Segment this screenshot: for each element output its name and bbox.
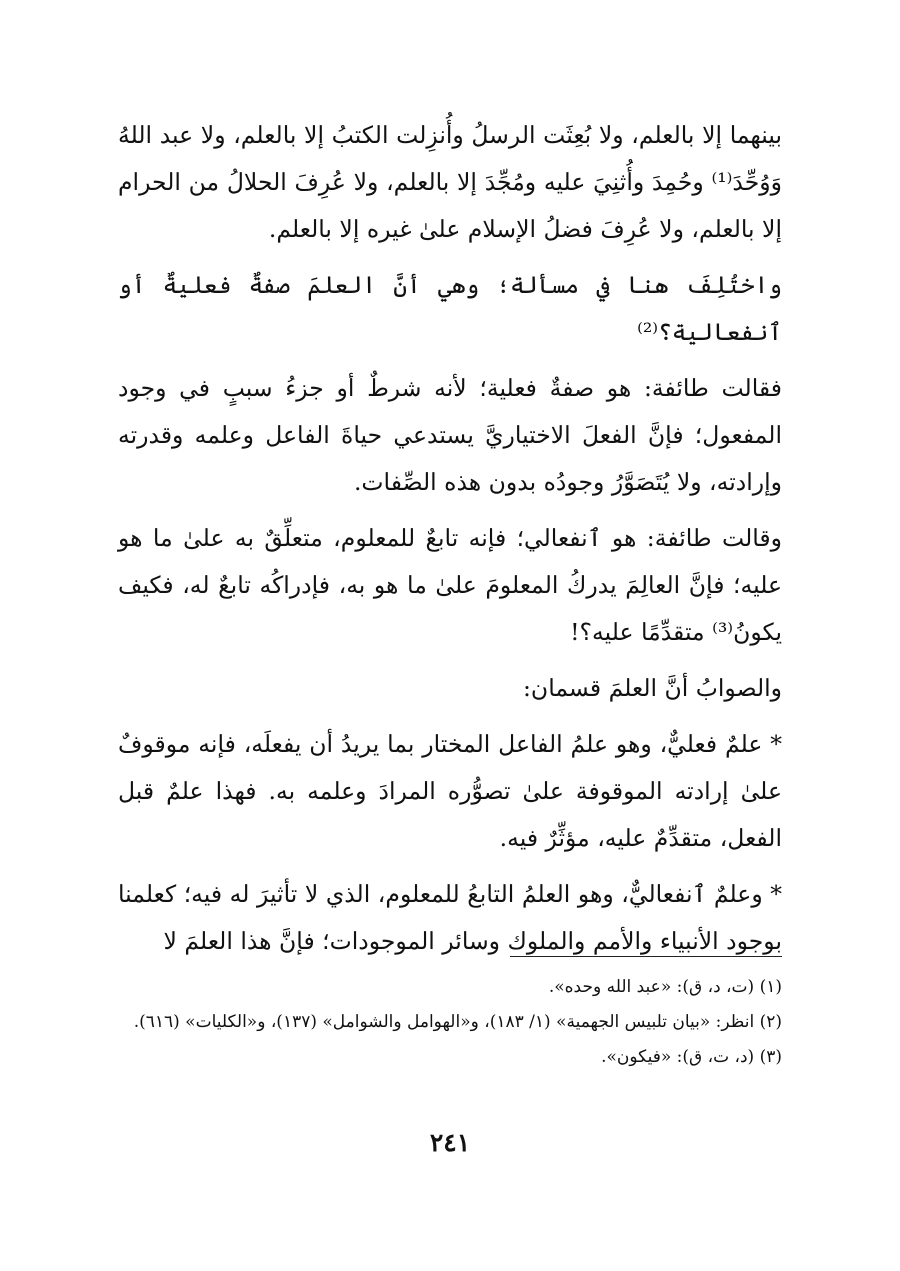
main-text [118,112,782,974]
paragraph-active-knowledge: * علمٌ فعليٌّ، وهو علمُ الفاعل المختار بما يريدُ أن يفعلَه، فإنه موقوفٌ علىٰ إرادته الموقوفة علىٰ تصوُّره المرادَ وعلمه به. فهذا علمٌ قبل الفعل، متقدِّمٌ عليه، مؤثِّرٌ فيه. [118,730,782,852]
page-number: ٢٤١ [429,1128,471,1157]
footnotes [118,956,782,1076]
footnote-3: (٣) (د، ت، ق): «فيكون». [601,1047,782,1067]
paragraph-correct-view: والصوابُ أنَّ العلمَ قسمان: [523,674,782,702]
footnote-2: (٢) انظر: «بيان تلبيس الجهمية» (١/ ١٨٣)، و«الهوامل والشوامل» (١٣٧)، و«الكليات» (٦١٦). [133,1012,782,1032]
paragraph-question: واختُلِفَ هنا في مسألة؛ وهي أنَّ العلمَ صفةٌ فعليةٌ أو ٱنفعالية؟⁽²⁾ [118,271,782,346]
paragraph-first-opinion: فقالت طائفة: هو صفةٌ فعلية؛ لأنه شرطٌ أو جزءُ سببٍ في وجود المفعول؛ فإنَّ الفعلَ الاختياريَّ يستدعي حياةَ الفاعل وعلمه وقدرته وإرادته، ولا يُتَصَوَّرُ وجودُه بدون هذه الصِّفات. [118,374,782,496]
footnote-divider [510,956,782,957]
paragraph-knowledge-intro: بينهما إلا بالعلم، ولا بُعِثَت الرسلُ وأُنزِلت الكتبُ إلا بالعلم، ولا عبد اللهُ وَوُحِّدَ⁽¹⁾ وحُمِدَ وأُثنِيَ عليه ومُجِّدَ إلا بالعلم، ولا عُرِفَ الحلالُ من الحرام إلا بالعلم، ولا عُرِفَ فضلُ الإسلام علىٰ غيره إلا بالعلم. [118,121,782,243]
footnote-1: (١) (ت، د، ق): «عبد الله وحده». [548,977,782,997]
paragraph-second-opinion: وقالت طائفة: هو ٱنفعالي؛ فإنه تابعٌ للمعلوم، متعلِّقٌ به علىٰ ما هو عليه؛ فإنَّ العالِمَ يدركُ المعلومَ علىٰ ما هو به، فإدراكُه تابعٌ له، فكيف يكونُ⁽³⁾ متقدِّمًا عليه؟! [118,524,782,646]
paragraph-passive-knowledge: * وعلمٌ ٱنفعاليٌّ، وهو العلمُ التابعُ للمعلوم، الذي لا تأثيرَ له فيه؛ كعلمنا بوجود الأنبياء والأمم والملوك وسائر الموجودات؛ فإنَّ هذا العلمَ لا [118,880,782,955]
